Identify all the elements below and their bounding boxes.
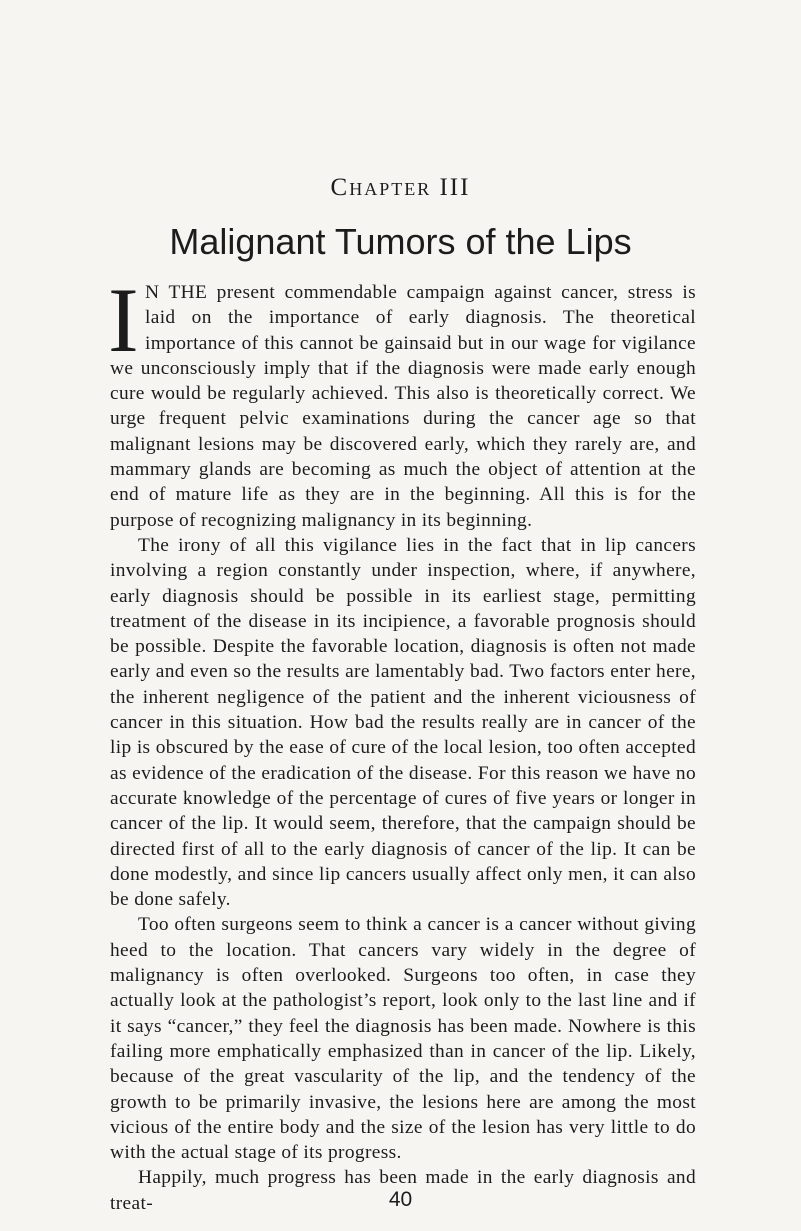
chapter-label: Chapter III	[330, 174, 471, 201]
paragraph-3: Too often surgeons seem to think a cancer is a cancer without giving heed to the location. That cancers vary widely in the degree of malignancy is often overlooked. Surgeons too often, in case they actually look at the pathologist’s report, look only to the last line and if it says “cancer,” they feel the diagnosis has been made. Nowhere is this failing more emphatically emphasized than in cancer of the lip. Likely, because of the great vascularity of the lip, and the tendency of the growth to be primarily invasive, the lesions here are among the most vicious of the entire body and the size of the lesion has very little to do with the actual stage of its progress.	[110, 914, 696, 1164]
body-text	[108, 269, 696, 1216]
page-number: 40	[388, 1188, 413, 1211]
paragraph-2: The irony of all this vigilance lies in the fact that in lip cancers involving a region constantly under inspection, where, if anywhere, early diagnosis should be possible in its earliest stage, permitting treatment of the disease in its incipience, a favorable prognosis should be possible. Despite the favorable location, diagnosis is often not made early and even so the results are lamentably bad. Two factors enter here, the inherent negligence of the patient and the inherent viciousness of cancer in this situation. How bad the results really are in cancer of the lip is obscured by the ease of cure of the local lesion, too often accepted as evidence of the eradication of the disease. For this reason we have no accurate knowledge of the percentage of cures of five years or longer in cancer of the lip. It would seem, therefore, that the campaign should be directed first of all to the early diagnosis of cancer of the lip. It can be done modestly, and since lip cancers usually affect only men, it can also be done safely.	[110, 534, 696, 911]
paragraph-4: Happily, much progress has been made in the early diagnosis and treat-	[110, 1167, 696, 1214]
chapter-title: Malignant Tumors of the Lips	[169, 221, 632, 262]
paragraph-1-text: N THE present commendable campaign against cancer, stress is laid on the importance of early diagnosis. The theoretical importance of this cannot be gainsaid but in our wage for vigilance we unconsciously imply that if the diagnosis were made early enough cure would be regularly achieved. This also is theoretically correct. We urge frequent pelvic examinations during the cancer age so that malignant lesions may be discovered early, which they rarely are, and mammary glands are becoming as much the object of attention at the end of mature life as they are in the beginning. All this is for the purpose of recognizing malignancy in its beginning.	[110, 282, 696, 531]
paragraph-1	[108, 269, 696, 533]
drop-cap: I	[108, 269, 139, 371]
